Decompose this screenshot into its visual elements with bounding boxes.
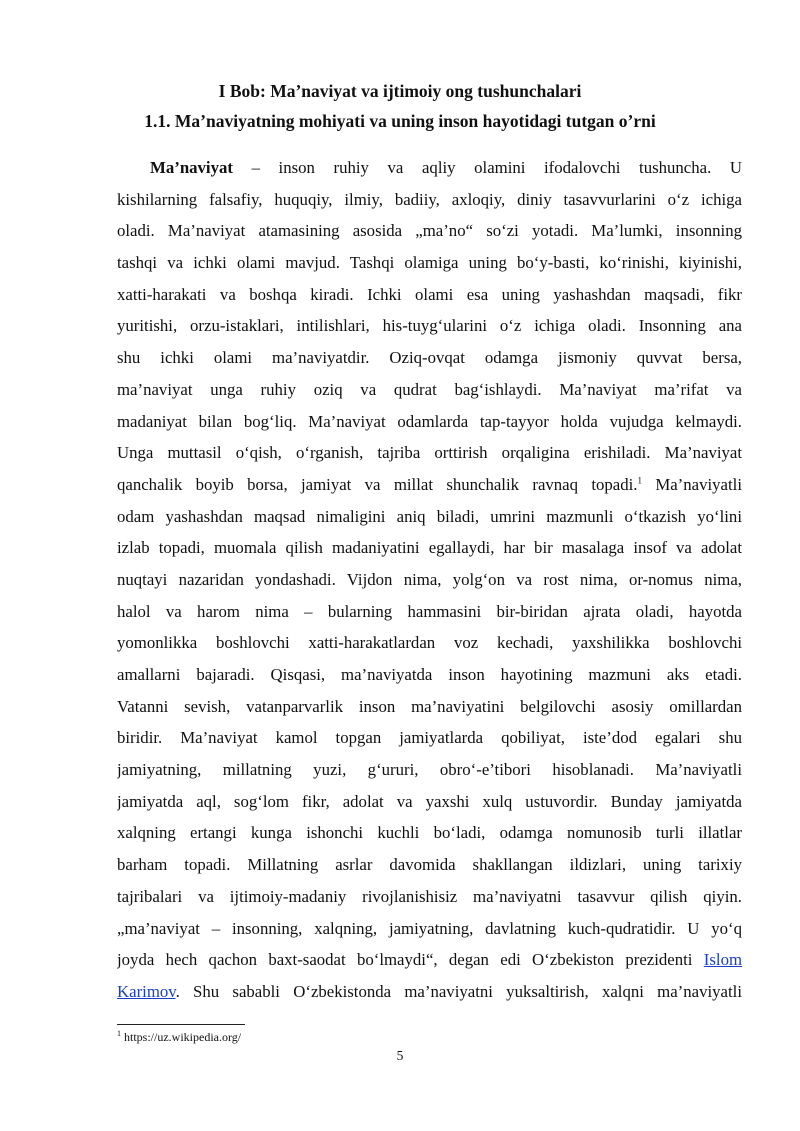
text-line: yomonlikka boshlovchi xatti-harakatlardan voz kechadi, yaxshilikka boshlovchi: [117, 633, 742, 653]
text-line: Vatanni sevish, vatanparvarlik inson ma’naviyatini belgilovchi asosiy omillardan: [117, 696, 742, 716]
text-line: izlab topadi, muomala qilish madaniyatini egallaydi, har bir masalaga insof va adolat: [117, 538, 742, 558]
text-line: joyda hech qachon baxt-saodat bo‘lmaydi“, degan edi O‘zbekiston prezidenti Islom: [117, 950, 742, 970]
text-line: odam yashashdan maqsad nimaligini aniq biladi, umrini mazmunli o‘tkazish yo‘lini: [117, 506, 742, 526]
term-bold: Ma’naviyat: [150, 158, 233, 177]
text-line: shu ichki olami ma’naviyatdir. Oziq-ovqat odamga jismoniy quvvat bersa,: [117, 348, 742, 368]
text-line: yuritishi, orzu-istaklari, intilishlari, his-tuyg‘ularini o‘z ichiga oladi. Insonning ana: [117, 316, 742, 336]
chapter-title: I Bob: Ma’naviyat va ijtimoiy ong tushunchalari: [218, 81, 582, 101]
section-title: 1.1. Ma’naviyatning mohiyati va uning inson hayotidagi tutgan o’rni: [144, 111, 656, 131]
footnote-divider: [117, 1024, 245, 1025]
text-line: amallarni bajaradi. Qisqasi, ma’naviyatda inson hayotining mazmuni aks etadi.: [117, 665, 742, 684]
text-line: tashqi va ichki olami mavjud. Tashqi olamiga uning bo‘y-basti, ko‘rinishi, kiyinishi,: [117, 253, 742, 273]
text-line: xalqning ertangi kunga ishonchi kuchli bo‘ladi, odamga nomunosib turli illatlar: [117, 823, 742, 843]
islom-karimov-link-part2[interactable]: Karimov: [117, 981, 176, 1001]
islom-karimov-link-part1[interactable]: Islom: [703, 950, 742, 970]
text-line: „ma’naviyat – insonning, xalqning, jamiyatning, davlatning kuch-qudratidir. U yo‘q: [117, 918, 742, 938]
text-line: halol va harom nima – bularning hammasini bir-biridan ajrata oladi, hayotda: [117, 601, 742, 621]
text-line: jamiyatda aql, sog‘lom fikr, adolat va yaxshi xulq ustuvordir. Bunday jamiyatda: [117, 791, 742, 811]
text-line: madaniyat bilan bog‘liq. Ma’naviyat odamlarda tap-tayyor holda vujudga kelmaydi.: [117, 411, 742, 431]
text-line: oladi. Ma’naviyat atamasining asosida „ma’no“ so‘zi yotadi. Ma’lumki, insonning: [117, 221, 742, 241]
footnote-ref-marker[interactable]: 1: [637, 475, 642, 486]
text-line: kishilarning falsafiy, huquqiy, ilmiy, badiiy, axloqiy, diniy tasavvurlarini o‘z ichiga: [117, 189, 742, 209]
text-line: qanchalik boyib borsa, jamiyat va millat shunchalik ravnaq topadi.$^1$ Ma’naviyatli: [117, 474, 742, 494]
text-line: nuqtayi nazaridan yondashadi. Vijdon nima, yolg‘on va rost nima, or-nomus nima,: [117, 569, 742, 589]
text-line: biridir. Ma’naviyat kamol topgan jamiyatlarda qobiliyat, iste’dod egalari shu: [117, 728, 742, 748]
text-line: Ma’naviyat – inson ruhiy va aqliy olamini ifodalovchi tushuncha. U: [150, 158, 742, 177]
text-line: barham topadi. Millatning asrlar davomida shakllangan ildizlari, uning tarixiy: [117, 855, 742, 875]
text-line: jamiyatning, millatning yuzi, g‘ururi, obro‘-e’tibori hisoblanadi. Ma’naviyatli: [117, 760, 742, 780]
footnote-marker: 1: [117, 1029, 121, 1038]
text-line: ma’naviyat unga ruhiy oziq va qudrat bag‘ishlaydi. Ma’naviyat ma’rifat va: [117, 379, 742, 399]
text-line: xatti-harakati va boshqa kiradi. Ichki olami esa uning yashashdan maqsadi, fikr: [117, 284, 742, 304]
text-line: Unga muttasil o‘qish, o‘rganish, tajriba orttirish orqaligina erishiladi. Ma’naviyat: [117, 443, 742, 463]
text-line: tajribalari va ijtimoiy-madaniy rivojlanishisiz ma’naviyatni tasavvur qilish qiyin.: [117, 886, 742, 906]
footnote-text: https://uz.wikipedia.org/: [121, 1030, 242, 1044]
body-paragraph: [117, 152, 742, 1008]
text-line: Karimov. Shu sababli O‘zbekistonda ma’naviyatni yuksaltirish, xalqni ma’naviyatli: [117, 981, 742, 1001]
footnote: [117, 1029, 241, 1045]
page-number: 5: [396, 1048, 404, 1063]
